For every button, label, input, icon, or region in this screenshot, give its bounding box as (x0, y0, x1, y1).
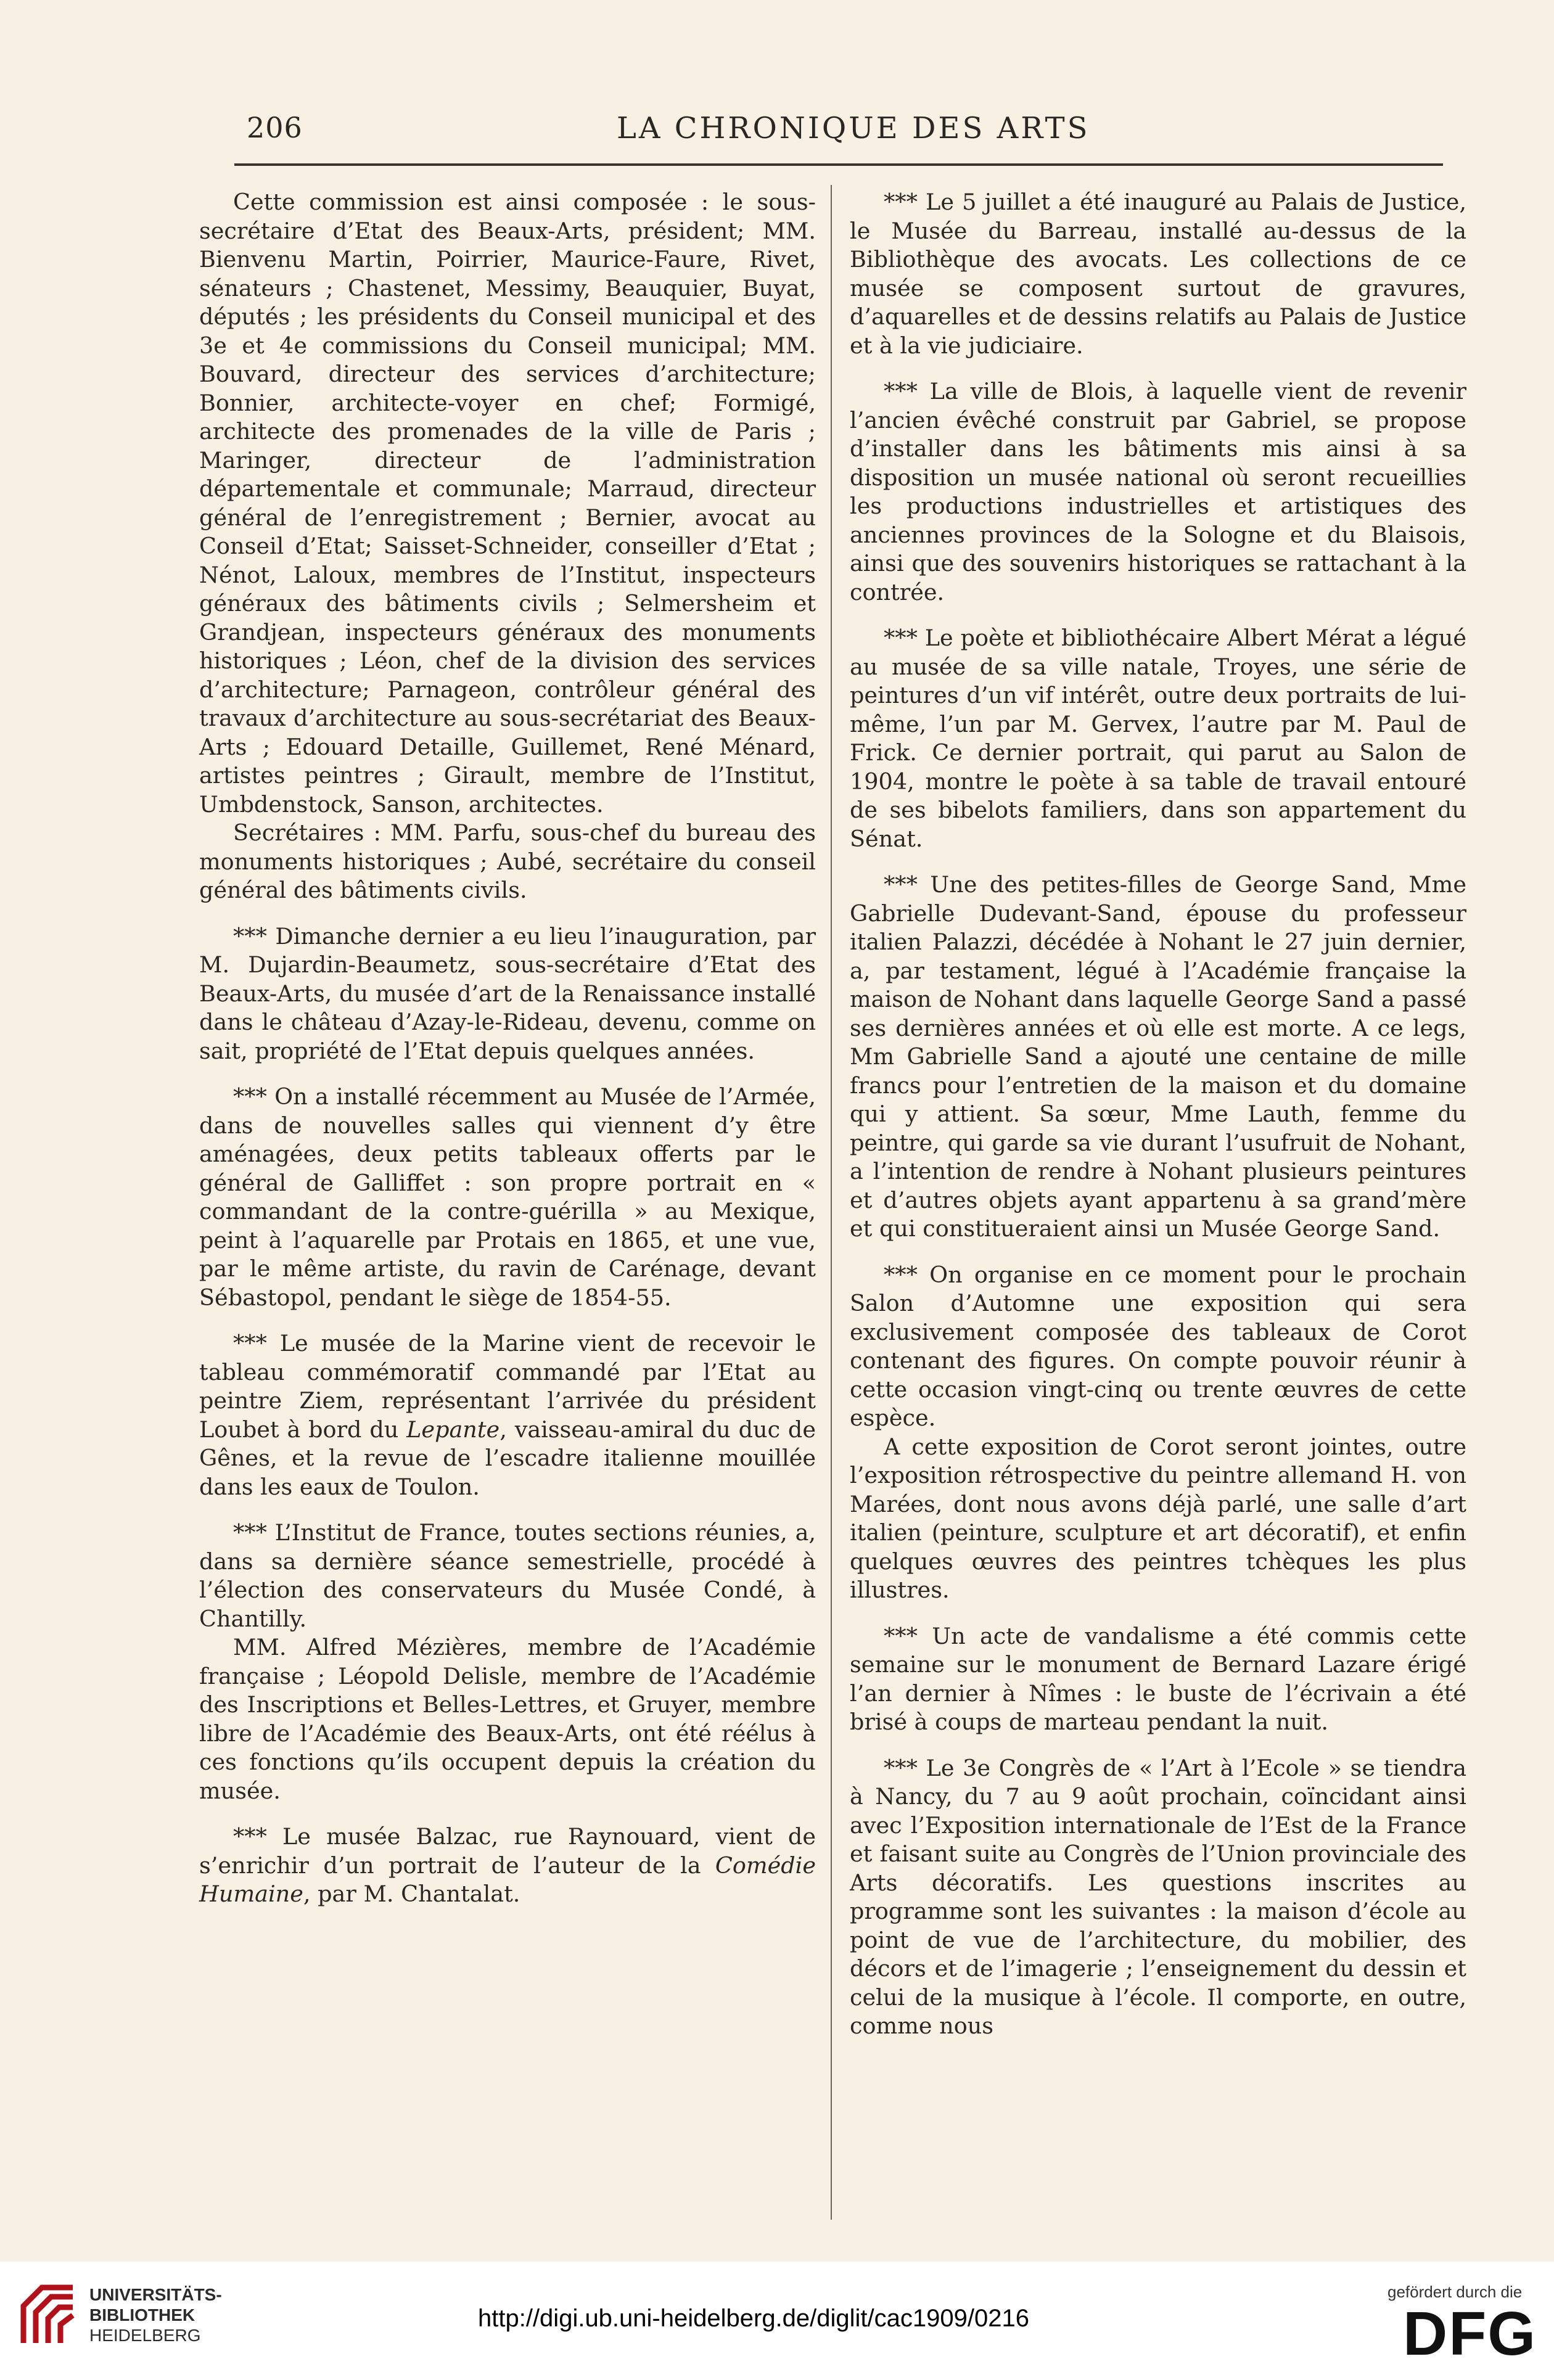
musee-de-l-armee-item: *** On a installé récemment au Musée de l’Armée, dans de nouvelles salles qui viennent d’y être aménagées, deux petits tableaux offerts par le général de Galliffet : son propre portrait en « commandant de la contre-guérilla » au Mexique, peint à l’aquarelle par Protais en 1865, et une vue, par le même artiste, du ravin de Carénage, devant Sébastopol, pendant le siège de 1854-55. (199, 1083, 816, 1311)
page-number: 206 (247, 111, 303, 144)
left-column (199, 188, 816, 1926)
institut-de-france-item: *** L’Institut de France, toutes sections réunies, a, dans sa dernière séance semestrielle, procédé à l’élection des conservateurs du Musée Condé, à Chantilly. (199, 1519, 816, 1632)
vandalism-item: *** Un acte de vandalisme a été commis cette semaine sur le monument de Bernard Lazare érigé l’an dernier à Nîmes : le buste de l’écrivain a été brisé à coups de marteau pendant la nuit. (850, 1622, 1466, 1735)
musee-balzac-item (199, 1823, 816, 1909)
right-column (850, 188, 1466, 2041)
corot-exhibition-item: *** On organise en ce moment pour le prochain Salon d’Automne une exposition qui sera exclusivement composée des tableaux de Corot contenant des figures. On compte pouvoir réunir à cette occasion vingt-cinq ou trente œuvres de cette espèce. (850, 1261, 1466, 1431)
albert-merat-bequest-item: *** Le poète et bibliothécaire Albert Mérat a légué au musée de sa ville natale, Troyes, une série de peintures d’un vif intérêt, outre deux portraits de lui-même, l’un par M. Gervex, l’autre par M. Paul de Frick. Ce dernier portrait, qui parut au Salon de 1904, montre le poète à sa table de travail entouré de ses bibelots familiers, dans son appartement du Sénat. (850, 625, 1466, 852)
library-name-line-3: HEIDELBERG (89, 2326, 201, 2345)
funding-note: gefördert durch die (1388, 2283, 1523, 2301)
library-logo-icon (17, 2281, 79, 2349)
library-name-line-1: UNIVERSITÄTS- (89, 2285, 222, 2304)
library-name-line-2: BIBLIOTHEK (89, 2305, 195, 2325)
balzac-text-before: *** Le musée Balzac, rue Raynouard, vient de s’enrichir d’un portrait de l’auteur de la (199, 1823, 816, 1879)
work-title: Comédie Humaine (199, 1852, 816, 1907)
ship-name: Lepante (406, 1416, 500, 1443)
musee-du-barreau-item: *** Le 5 juillet a été inauguré au Palais de Justice, le Musée du Barreau, installé au-dessus de la Bibliothèque des avocats. Les collections de ce musée se composent surtout de gravures, d’aquarelles et de dessins relatifs au Palais de Justice et à la vie judiciaire. (850, 189, 1466, 359)
blois-museum-item: *** La ville de Blois, à laquelle vient de revenir l’ancien évêché construit par Gabriel, se propose d’installer dans les bâtiments mis ainsi à sa disposition un musée national où seront recueillies les productions industrielles et artistiques des anciennes provinces de la Sologne et du Blaisois, ainsi que des souvenirs historiques se rattachant à la contrée. (850, 378, 1466, 605)
column-divider (831, 185, 832, 2220)
art-a-l-ecole-congress-item: *** Le 3e Congrès de « l’Art à l’Ecole » se tiendra à Nancy, du 7 au 9 août prochain, coïncidant ainsi avec l’Exposition internationale de l’Est de la France et faisant suite au Congrès de l’Union provinciale des Arts décoratifs. Les questions inscrites au programme sont les suivantes : la maison d’école au point de vue de l’architecture, du mobilier, des décors et de l’imagerie ; l’enseignement du dessin et celui de la musique à l’école. Il comporte, en outre, comme nous (850, 1754, 1466, 2039)
running-title: LA CHRONIQUE DES ARTS (617, 111, 1090, 146)
library-name (89, 2284, 222, 2345)
secretaries-paragraph: Secrétaires : MM. Parfu, sous-chef du bureau des monuments historiques ; Aubé, secrétaire du conseil général des bâtiments civils. (199, 819, 816, 903)
header-rule (234, 163, 1443, 166)
commission-members-paragraph: Cette commission est ainsi composée : le sous-secrétaire d’Etat des Beaux-Arts, président; MM. Bienvenu Martin, Poirrier, Maurice-Faure, Rivet, sénateurs ; Chastenet, Messimy, Beauquier, Buyat, députés ; les présidents du Conseil municipal et des 3e et 4e commissions du Conseil municipal; MM. Bouvard, directeur des services d’architecture; Bonnier, architecte-voyer en chef; Formigé, architecte des promenades de la ville de Paris ; Maringer, directeur de l’administration départementale et communale; Marraud, directeur général de l’enregistrement ; Bernier, avocat au Conseil d’Etat; Saisset-Schneider, conseiller d’Etat ; Nénot, Laloux, membres de l’Institut, inspecteurs généraux des bâtiments civils ; Selmersheim et Grandjean, inspecteurs généraux des monuments historiques ; Léon, chef de la division des services d’architecture; Parnageon, contrôleur général des travaux d’architecture au sous-secrétariat des Beaux-Arts ; Edouard Detaille, Guillemet, René Ménard, artistes peintres ; Girault, membre de l’Institut, Umbdenstock, Sanson, architectes. (199, 189, 816, 818)
musee-de-la-marine-item (199, 1329, 816, 1501)
marine-text-before: *** Le musée de la Marine vient de recevoir le tableau commémoratif commandé par l’Etat au peintre Ziem, représentant l’arrivée du président Loubet à bord du (199, 1330, 816, 1443)
george-sand-bequest-item: *** Une des petites-filles de George Sand, Mme Gabrielle Dudevant-Sand, épouse du professeur italien Palazzi, décédée à Nohant le 27 juin dernier, a, par testament, légué à l’Académie française la maison de Nohant dans laquelle George Sand a passé ses dernières années et où elle est morte. A ce legs, Mm Gabrielle Sand a ajouté une centaine de mille francs pour l’entretien de la maison et du domaine qui y attient. Sa sœur, Mme Lauth, femme du peintre, qui garde sa vie durant l’usufruit de Nohant, a l’intention de rendre à Nohant plusieurs peintures et d’autres objets ayant appartenu à sa grand’mère et qui constitueraient ainsi un Musée George Sand. (850, 871, 1466, 1242)
azay-le-rideau-item: *** Dimanche dernier a eu lieu l’inauguration, par M. Dujardin-Beaumetz, sous-secrétaire d’Etat des Beaux-Arts, du musée d’art de la Renaissance installé dans le château d’Azay-le-Rideau, devenu, comme on sait, propriété de l’Etat depuis quelques années. (199, 922, 816, 1064)
balzac-text-after: , par M. Chantalat. (303, 1881, 520, 1907)
marine-text-after: , vaisseau-amiral du duc de Gênes, et la revue de l’escadre italienne mouillée dans les eaux de Toulon. (199, 1416, 816, 1500)
dfg-logo: DFG (1403, 2299, 1537, 2368)
source-url-link[interactable]: http://digi.ub.uni-heidelberg.de/diglit/cac1909/0216 (478, 2305, 1029, 2332)
musee-conde-reelection-paragraph: MM. Alfred Mézières, membre de l’Académie française ; Léopold Delisle, membre de l’Académie des Inscriptions et Belles-Lettres, et Gruyer, membre libre de l’Académie des Beaux-Arts, ont été réélus à ces fonctions qu’ils occupent depuis la création du musée. (199, 1634, 816, 1804)
salon-d-automne-paragraph: A cette exposition de Corot seront jointes, outre l’exposition rétrospective du peintre allemand H. von Marées, dont nous avons déjà parlé, une salle d’art italien (peinture, sculpture et art décoratif), et enfin quelques œuvres des peintres tchèques les plus illustres. (850, 1433, 1466, 1603)
